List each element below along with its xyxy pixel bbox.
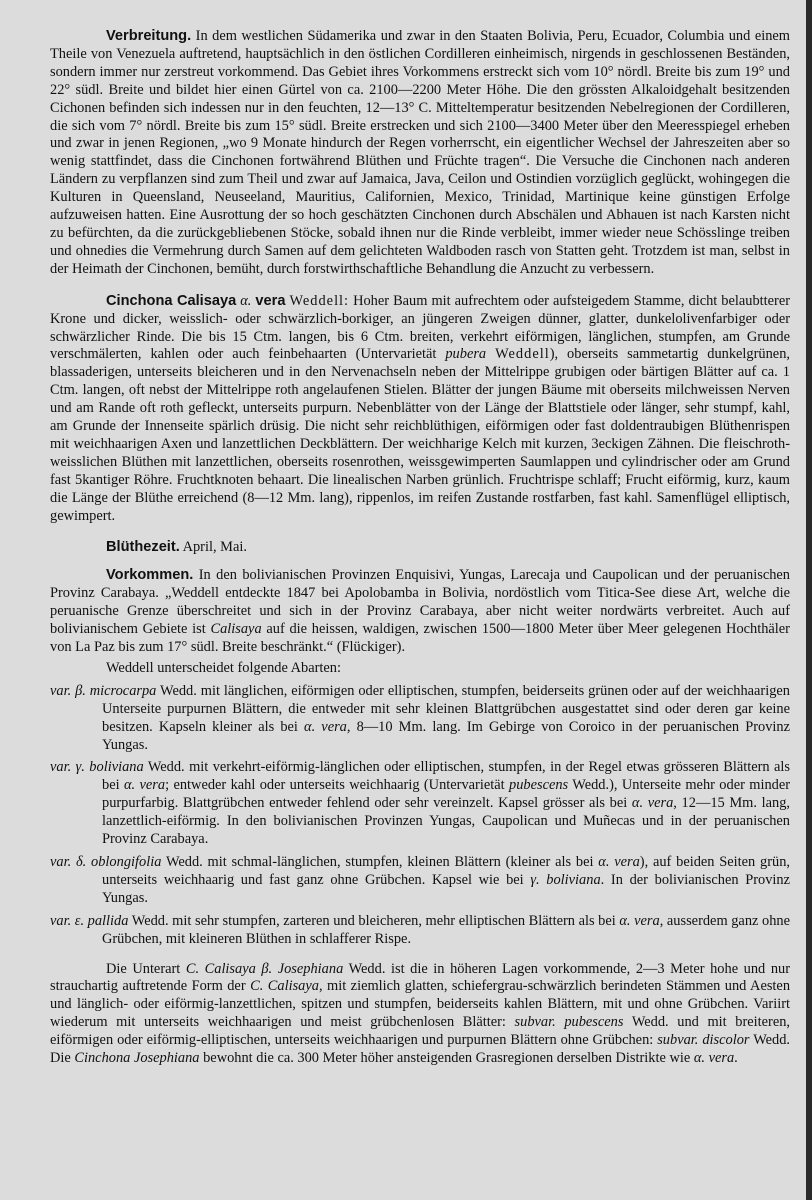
variety-label: var. ε. pallida: [50, 912, 129, 929]
unterart-text: bewohnt die ca. 300 Meter höher ansteigenden Grasregionen derselben Distrikte wie: [203, 1050, 691, 1067]
variety-text: Wedd.), Unterseite mehr oder minder purpurfarbig. Blattgrübchen entweder fehlend oder sehr vereinzelt. Kapsel grösser als bei: [102, 777, 791, 812]
heading-vorkommen: Vorkommen.: [106, 567, 194, 584]
vorkommen-quote-2: auf die heissen, waldigen, zwischen 1500—1800 Meter über Meer gelegenen Hochthäler von La Paz bis zum 17° südl. Breite beschränkt.“ (Flückiger).: [50, 621, 790, 655]
unterart-subvar: subvar. pubescens: [514, 1014, 624, 1031]
variety-text: . In der bolivianischen Provinz Yungas.: [102, 871, 790, 906]
unterart-subvar: subvar. discolor: [657, 1032, 750, 1049]
calisaya-alpha: α.: [240, 292, 252, 309]
variety-text: Wedd. mit schmal-länglichen, stumpfen, kleinen Blättern (kleiner als bei: [165, 853, 594, 870]
calisaya-pubera: pubera: [445, 346, 487, 363]
section-calisaya: [50, 293, 790, 526]
unterart-name: C. Calisaya β. Josephiana: [185, 960, 344, 977]
variety-ref: γ. boliviana: [530, 871, 601, 888]
variety-text: , 12—15 Mm. lang, lanzettlich-eiförmig. In den bolivianischen Provinzen Yungas, Caupolican und Muñecas und in der peruanischen Provinz Carabaya.: [102, 795, 790, 848]
unterart-text: Die Unterart: [106, 960, 181, 977]
heading-verbreitung: Verbreitung.: [106, 28, 192, 44]
section-vorkommen: [50, 567, 790, 657]
unterart-text: , mit ziemlich glatten, schiefergrau-schwärzlich berindeten Stämmen und Aesten und länglich- oder eiförmig-lanzettlichen, spitzen und stumpfen, beiderseits kahlen Blättern, mit und ohne Grübchen. Variirt wiederum mit unterseits weichhaarigen und meist grübchenlosen Blätter:: [50, 978, 791, 1031]
calisaya-text-2: ), oberseits sammetartig dunkelgrünen, blassaderigen, unterseits bleicheren und in den Nervenachseln neben der Mittelrippe grubigen oder bärtigen Blätter auf ca. 1 Ctm. langen, oft nebst der Mittelrippe roth angelaufenen Stielen. Blätter der jungen Bäume mit oberseits milchweissen Nerven und am Rande oft roth gefleckt, unterseits purpurn. Nebenblätter von der Länge der Blattstiele oder länger, sehr stumpf, kahl, am Grunde der Innenseite spärlich drüsig. Die nicht sehr reichblüthigen, eiförmigen oder fast doldentraubigen Blüthenrispen mit weichhaarigen Axen und lanzettlichen Deckblättern. Der weichharige Kelch mit kurzen, 3eckigen Zähnen. Die fleischroth-weisslichen Blüthen mit lanzettlichen, oberseits rosenrothen, weissgewimperten Saumlappen und cylindrischer oder am Grund fast 5kantiger Röhre. Fruchtknoten behaart. Die linealischen Narben grünlich. Fruchtrispe schlaff; Frucht eiförmig, kurz, kaum die Länge der Blüthe erreichend (8—12 Mm. lang), rippenlos, im reifen Zustande rostfarben, fast kahl. Samenflügel elliptisch, gewimpert.: [50, 346, 790, 524]
heading-calisaya: Cinchona Calisaya: [106, 292, 237, 309]
unterart-text: Wedd. ist die in höheren Lagen vorkommende, 2—3 Meter hohe und nur strauchartig auftretende Form der: [50, 960, 790, 995]
variety-label: var. δ. oblongifolia: [50, 853, 162, 870]
calisaya-weddell: Weddell: [495, 346, 550, 363]
calisaya-author: Weddell:: [289, 292, 350, 309]
variety-ref: α. vera: [598, 853, 640, 870]
calisaya-text-1: Hoher Baum mit aufrechtem oder aufsteigedem Stamme, dicht belaubtterer Krone und dicker, weisslich- oder schwärzlich-borkiger, an jüngeren Zweigen dünner, glatter, dunkelolivenfarbiger oder schwärzlicher Rinde. Die bis 15 Ctm. langen, bis 6 Ctm. breiten, verkehrt eiförmigen, länglichen, stumpfen, am Grunde verschmälerten, kahlen oder auch feinbehaarten (Untervarietät: [50, 292, 790, 363]
vorkommen-text-1: In den bolivianischen Provinzen Enquisivi, Yungas, Larecaja und Caupolican und der peruanischen Provinz Carabaya.: [50, 567, 790, 602]
variety-oblongifolia: [50, 854, 790, 908]
variety-ref: α. vera: [304, 718, 347, 735]
abarten-intro: Weddell unterscheidet folgende Abarten:: [106, 659, 341, 676]
variety-text: Wedd. mit verkehrt-eiförmig-länglichen oder elliptischen, stumpfen, in der Regel etwas grösseren Blättern als bei: [102, 759, 791, 794]
variety-boliviana: [50, 759, 790, 849]
variety-text: , ausserdem ganz ohne Grübchen, mit kleineren Blüthen in schlafferer Rispe.: [102, 912, 790, 947]
calisaya-vera: vera: [255, 292, 286, 309]
verbreitung-text: In dem westlichen Südamerika und zwar in den Staaten Bolivia, Peru, Ecuador, Columbia und einem Theile von Venezuela auftretend, hauptsächlich in den östlichen Cordilleren einheimisch, nirgends in geschlossenen Beständen, sondern immer nur zerstreut vorkommend. Das Gebiet ihres Vorkommens erstreckt sich vom 10° nördl. Breite bis zum 19° und 22° südl. Breite und bildet hier einen Gürtel von ca. 2100—2200 Meter Höhe. Die den grössten Alkaloidgehalt besitzenden Cichonen befinden sich indessen nur in den feuchten, 12—13° C. Mitteltemperatur besitzenden Nebelregionen der Cordilleren, die sich vom 7° nördl. Breite bis zum 15° südl. Breite erstrecken und sich 2100—3400 Meter über den Meeresspiegel erheben und zwar in jenen Regionen, „wo 9 Monate hindurch der Regen vorherrscht, ein eigentlicher Wechsel der Jahreszeiten aber so wenig stattfindet, dass die Cinchonen fortwährend Blüthen und Früchte tragen“. Die Versuche die Cinchonen nach anderen Ländern zu verpflanzen sind zum Theil und zwar auf Jamaica, Java, Ceilon und Ostindien vorzüglich geglückt, wohingegen die Kulturen in Queensland, Neuseeland, Mauritius, Californien, Mexico, Trinidad, Martinique keine günstigen Erfolge aufzuweisen hatten. Eine Ausrottung der so hoch geschätzten Cinchonen durch Abschälen und Abhauen ist nach Karsten nicht zu befürchten, da die zurückgebliebenen Stöcke, sobald ihnen nur die Rinde verbleibt, immer wieder neue Schösslinge treiben und ohnedies die Vermehrung durch Samen auf dem gelichteten Waldboden rasch von Statten geht. Trotzdem ist man, selbst in der Heimath der Cinchonen, bemüht, durch forstwirthschaftliche Behandlung die Anzucht zu verbessern.: [50, 28, 790, 277]
variety-text: Wedd. mit sehr stumpfen, zarteren und bleicheren, mehr elliptischen Blättern als bei: [131, 912, 616, 929]
bluethezeit-text: April, Mai.: [182, 539, 247, 556]
section-verbreitung: [50, 28, 790, 279]
unterart-ref: Cinchona Josephiana: [74, 1050, 200, 1067]
section-bluethezeit: [50, 539, 790, 557]
variety-ref: α. vera: [631, 795, 674, 812]
variety-label: var. γ. boliviana: [50, 759, 144, 776]
variety-ref: α. vera: [619, 912, 660, 929]
variety-ref: pubescens: [509, 777, 569, 794]
unterart-ref: C. Calisaya: [250, 978, 319, 995]
unterart-text: Wedd. Die: [50, 1032, 790, 1067]
variety-ref: α. vera: [123, 777, 166, 794]
vorkommen-quote-1: „Weddell entdeckte 1847 bei Apolobamba in Bolivia, nordöstlich vom Titica-See diese Art, welche die peruanische Grenze überschreitet und sich in der Provinz Carabaya, aber nicht weiter nordwärts verbreitet. Auch auf bolivianischem Gebiete ist: [50, 585, 790, 638]
variety-label: var. β. microcarpa: [50, 682, 157, 699]
variety-text: , 8—10 Mm. lang. Im Gebirge von Coroico in der peruanischen Provinz Yungas.: [102, 718, 790, 753]
vorkommen-calisaya: Calisaya: [210, 621, 262, 638]
unterart-ref: α. vera: [693, 1050, 735, 1067]
variety-microcarpa: [50, 683, 790, 755]
variety-text: Wedd. mit länglichen, eiförmigen oder elliptischen, stumpfen, beiderseits grünen oder auf der weichhaarigen Unterseite purpurnen Blättern, die entweder mit sehr kleinen Blattgrübchen ausgestattet sind oder deren gar keine besitzen. Kapseln kleiner als bei: [102, 682, 791, 735]
variety-pallida: [50, 913, 790, 949]
section-unterart: [50, 961, 790, 1068]
variety-text: ; entweder kahl oder unterseits weichhaarig (Untervarietät: [165, 777, 505, 794]
variety-text: ), auf beiden Seiten grün, unterseits weichhaarig und fast ganz ohne Grübchen. Kapsel wie bei: [102, 853, 791, 888]
heading-bluethezeit: Blüthezeit.: [106, 539, 180, 556]
unterart-text: Wedd. und mit breiteren, eiförmigen oder eiförmig-elliptischen, unterseits weichhaarigen und purpurnen Blättern ohne Grübchen:: [50, 1014, 790, 1049]
unterart-text: .: [734, 1050, 738, 1067]
